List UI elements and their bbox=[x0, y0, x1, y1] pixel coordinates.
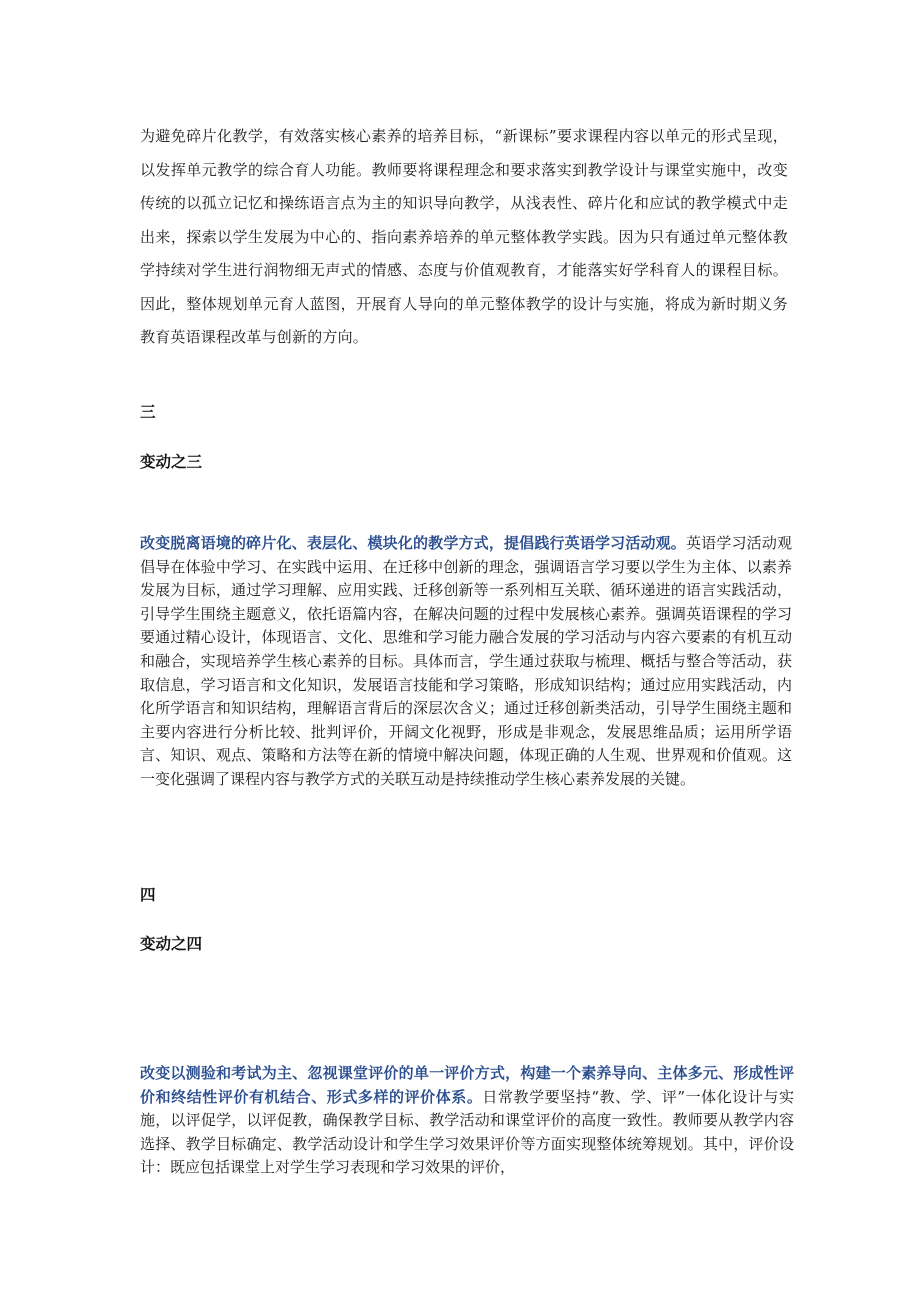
section-4-title: 变动之四 bbox=[140, 935, 203, 953]
section-4-paragraph bbox=[140, 1062, 794, 1180]
section-4-body: 日常教学要坚持“教、学、评”一体化设计与实施，以评促学，以评促教，确保教学目标、教学活动和课堂评价的高度一致性。教师要从教学内容选择、教学目标确定、教学活动设计和学生学习效果评价等方面实现整体统筹规划。其中，评价设计：既应包括课堂上对学生学习表现和学习效果的评价， bbox=[140, 1087, 794, 1177]
section-3-lead: 改变脱离语境的碎片化、表层化、模块化的教学方式，提倡践行英语学习活动观。 bbox=[140, 534, 686, 552]
section-3-number: 三 bbox=[140, 403, 156, 421]
section-4-number: 四 bbox=[140, 886, 156, 904]
section-3-paragraph bbox=[140, 532, 792, 792]
intro-paragraph: 为避免碎片化教学，有效落实核心素养的培养目标，“新课标”要求课程内容以单元的形式呈现，以发挥单元教学的综合育人功能。教师要将课程理念和要求落实到教学设计与课堂实施中，改变传统的以孤立记忆和操练语言点为主的知识导向教学，从浅表性、碎片化和应试的教学模式中走出来，探索以学生发展为中心的、指向素养培养的单元整体教学实践。因为只有通过单元整体教学持续对学生进行润物细无声式的情感、态度与价值观教育，才能落实好学科育人的课程目标。因此，整体规划单元育人蓝图，开展育人导向的单元整体教学的设计与实施，将成为新时期义务教育英语课程改革与创新的方向。 bbox=[140, 127, 788, 346]
section-3-body: 英语学习活动观倡导在体验中学习、在实践中运用、在迁移中创新的理念，强调语言学习要以学生为主体、以素养发展为目标，通过学习理解、应用实践、迁移创新等一系列相互关联、循环递进的语言实践活动，引导学生围绕主题意义，依托语篇内容，在解决问题的过程中发展核心素养。强调英语课程的学习要通过精心设计，体现语言、文化、思维和学习能力融合发展的学习活动与内容六要素的有机互动和融合，实现培养学生核心素养的目标。具体而言，学生通过获取与梳理、概括与整合等活动，获取信息，学习语言和文化知识，发展语言技能和学习策略，形成知识结构；通过应用实践活动，内化所学语言和知识结构，理解语言背后的深层次含义；通过迁移创新类活动，引导学生围绕主题和主要内容进行分析比较、批判评价，开阔文化视野，形成是非观念，发展思维品质；运用所学语言、知识、观点、策略和方法等在新的情境中解决问题，体现正确的人生观、世界观和价值观。这一变化强调了课程内容与教学方式的关联互动是持续推动学生核心素养发展的关键。 bbox=[140, 534, 792, 788]
section-3-title: 变动之三 bbox=[140, 453, 203, 471]
section-4-lead: 改变以测验和考试为主、忽视课堂评价的单一评价方式，构建一个素养导向、主体多元、形成性评价和终结性评价有机结合、形式多样的评价体系。 bbox=[140, 1064, 794, 1106]
